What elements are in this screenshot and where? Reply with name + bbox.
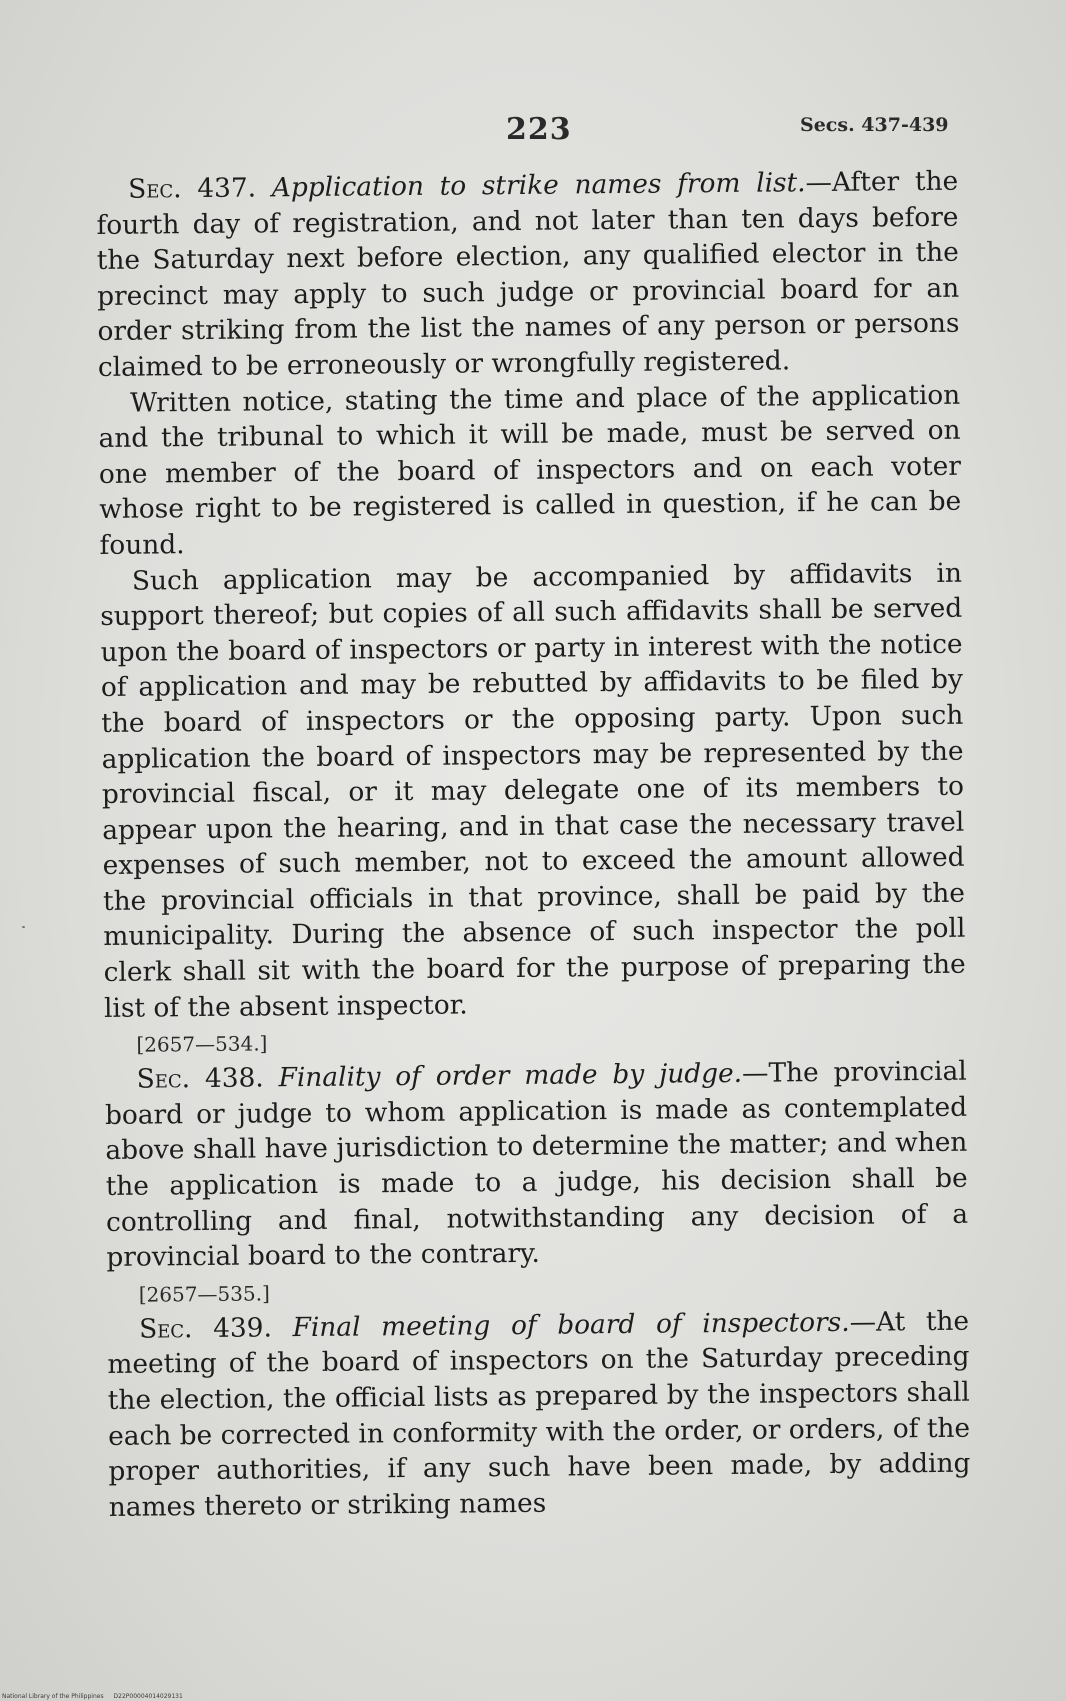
section-439-label: Sec. 439. bbox=[138, 1312, 273, 1345]
digitization-footer bbox=[2, 1693, 183, 1700]
page-number: 223 bbox=[506, 112, 572, 147]
section-range-header: Secs. 437-439 bbox=[800, 114, 949, 136]
section-437-notice-paragraph: Written notice, stating the time and place of the application and the tribunal to which it will be made, must be served on one member of the board of inspectors and on each voter whose right to be registered is called in question, if he can be found. bbox=[98, 379, 962, 561]
section-437-paragraph bbox=[96, 164, 960, 386]
section-438-paragraph bbox=[105, 1054, 969, 1276]
footer-identifier: D22P00004014029131 bbox=[113, 1693, 183, 1700]
section-438-title: Finality of order made by judge. bbox=[278, 1058, 743, 1094]
section-439-text: —At the meeting of the board of inspectors on the Saturday preceding the election, the official lists as prepared by the inspectors shall each be corrected in conformity with the order, or orders, of the proper authorities, if any such have been made, by adding names thereto or striking names bbox=[107, 1305, 971, 1523]
citation-439: [2657—535.] bbox=[138, 1281, 270, 1307]
section-437-text: —After the fourth day of registration, and not later than ten days before the Saturday next before election, any qualified elector in the precinct may apply to such judge or provincial board for an order striking from the list the names of any person or persons claimed to be erroneously or wrongfully registered. bbox=[96, 165, 960, 383]
section-439-title: Final meeting of board of inspectors. bbox=[292, 1306, 850, 1343]
section-437-affidavits-paragraph: Such application may be accompanied by affidavits in support thereof; but copies of all such affidavits shall be served upon the board of inspectors or party in interest with the notice of application and may be rebutted by affidavits to be filed by the board of inspectors or the opposing party. Upon such application the board of inspectors may be represented by the provincial fiscal, or it may delegate one of its members to appear upon the hearing, and in that case the necessary travel expenses of such member, not to exceed the amount allowed the provincial officials in that province, shall be paid by the municipality. During the absence of such inspector the poll clerk shall sit with the board for the purpose of preparing the list of the absent inspector. bbox=[100, 557, 966, 1024]
section-438-label: Sec. 438. bbox=[136, 1062, 264, 1095]
section-437-title: Application to strike names from list. bbox=[271, 167, 806, 204]
citation-438: [2657—534.] bbox=[136, 1031, 268, 1057]
footer-library: National Library of the Philippines bbox=[2, 1693, 104, 1700]
section-437-label: Sec. 437. bbox=[128, 172, 257, 205]
scan-speck bbox=[22, 926, 25, 928]
body-text bbox=[96, 164, 971, 1526]
section-439-paragraph bbox=[107, 1303, 971, 1525]
section-438-text: —The provincial board or judge to whom application is made as contemplated above shall have jurisdiction to determine the matter; and when the application is made to a judge, his decision shall be controlling and final, notwithstanding any decision of a provincial board to the contrary. bbox=[104, 1055, 969, 1274]
